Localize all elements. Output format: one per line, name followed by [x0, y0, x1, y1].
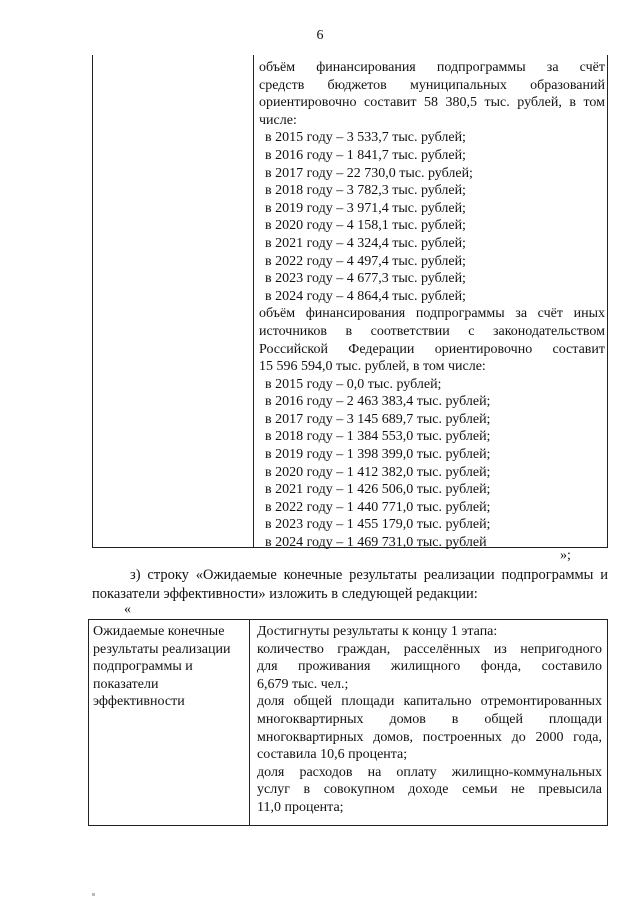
municipal-year-line: в 2018 году – 3 782,3 тыс. рублей; — [265, 183, 466, 199]
amendment-paragraph — [92, 566, 608, 604]
other-sources-text-line: объём финансирования подпрограммы за счёт иных — [259, 306, 605, 322]
column-divider — [253, 55, 254, 547]
funding-table — [92, 55, 608, 551]
results-label-line: показатели — [93, 676, 159, 692]
results-content-line: многоквартирных домов, построенных до 2000 года, — [257, 729, 602, 745]
other-sources-year-line: в 2018 году – 1 384 553,0 тыс. рублей; — [265, 429, 491, 445]
municipal-year-line: в 2021 году – 4 324,4 тыс. рублей; — [265, 235, 466, 251]
results-content-line: Достигнуты результаты к концу 1 этапа: — [257, 624, 498, 639]
results-content-line: количество граждан, расселённых из непригодного — [257, 641, 602, 657]
other-sources-year-line: в 2020 году – 1 412 382,0 тыс. рублей; — [265, 464, 491, 480]
results-content-line: для проживания жилищного фонда, составило — [257, 659, 602, 675]
closing-quote: »; — [560, 548, 571, 563]
results-label-cell — [93, 623, 245, 711]
other-sources-year-line: в 2019 году – 1 398 399,0 тыс. рублей; — [265, 447, 491, 463]
other-sources-text-line: источников в соответствии с законодательством — [259, 323, 605, 339]
municipal-text-line: средств бюджетов муниципальных образований — [259, 77, 605, 93]
municipal-year-line: в 2016 году – 1 841,7 тыс. рублей; — [265, 147, 466, 163]
other-sources-text-line: Российской Федерации ориентировочно составит — [259, 341, 605, 357]
page-number: 6 — [316, 28, 324, 43]
municipal-year-line: в 2017 году – 22 730,0 тыс. рублей; — [265, 165, 473, 181]
opening-quote: « — [124, 602, 131, 617]
municipal-text-line: объём финансирования подпрограммы за счёт — [259, 60, 605, 75]
municipal-year-line: в 2020 году – 4 158,1 тыс. рублей; — [265, 218, 466, 234]
other-sources-year-line: в 2022 году – 1 440 771,0 тыс. рублей; — [265, 499, 491, 515]
results-label-line: результаты реализации — [93, 641, 231, 657]
other-sources-year-line: в 2016 году – 2 463 383,4 тыс. рублей; — [265, 394, 491, 410]
municipal-year-line: в 2023 году – 4 677,3 тыс. рублей; — [265, 271, 466, 287]
other-sources-year-line: в 2021 году – 1 426 506,0 тыс. рублей; — [265, 482, 491, 498]
results-label-line: Ожидаемые конечные — [93, 624, 225, 639]
other-sources-year-line: в 2015 году – 0,0 тыс. рублей; — [265, 376, 442, 392]
results-content-line: услуг в совокупном доходе семьи не превысила — [257, 782, 602, 798]
results-content-line: многоквартирных домов в общей площади — [257, 711, 602, 727]
other-sources-text-line: 15 596 594,0 тыс. рублей, в том числе: — [259, 359, 486, 375]
municipal-year-line: в 2015 году – 3 533,7 тыс. рублей; — [265, 130, 466, 146]
other-sources-year-line: в 2024 году – 1 469 731,0 тыс. рублей — [265, 535, 487, 551]
results-content-line: доля общей площади капитально отремонтированных — [257, 694, 602, 710]
results-content-line: доля расходов на оплату жилищно-коммунальных — [257, 764, 602, 780]
results-label-line: эффективности — [93, 694, 185, 710]
funding-cell — [259, 59, 605, 552]
results-content-line: составила 10,6 процента; — [257, 747, 408, 763]
municipal-year-line: в 2024 году – 4 864,4 тыс. рублей; — [265, 288, 466, 304]
scan-speck — [92, 893, 95, 896]
municipal-year-line: в 2022 году – 4 497,4 тыс. рублей; — [265, 253, 466, 269]
amendment-paragraph-line: з) строку «Ожидаемые конечные результаты реализации подпрограммы и — [130, 567, 608, 583]
other-sources-year-line: в 2023 году – 1 455 179,0 тыс. рублей; — [265, 517, 491, 533]
amendment-paragraph-line: показатели эффективности» изложить в следующей редакции: — [92, 586, 478, 602]
results-content-cell — [257, 623, 602, 817]
municipal-text-line: числе: — [259, 112, 297, 128]
municipal-text-line: ориентировочно составит 58 380,5 тыс. рублей, в том — [259, 95, 605, 111]
results-table — [88, 619, 608, 826]
column-divider — [249, 620, 250, 825]
municipal-year-line: в 2019 году – 3 971,4 тыс. рублей; — [265, 200, 466, 216]
results-label-line: подпрограммы и — [93, 659, 193, 675]
results-content-line: 11,0 процента; — [257, 799, 344, 815]
results-content-line: 6,679 тыс. чел.; — [257, 676, 349, 692]
other-sources-year-line: в 2017 году – 3 145 689,7 тыс. рублей; — [265, 411, 491, 427]
